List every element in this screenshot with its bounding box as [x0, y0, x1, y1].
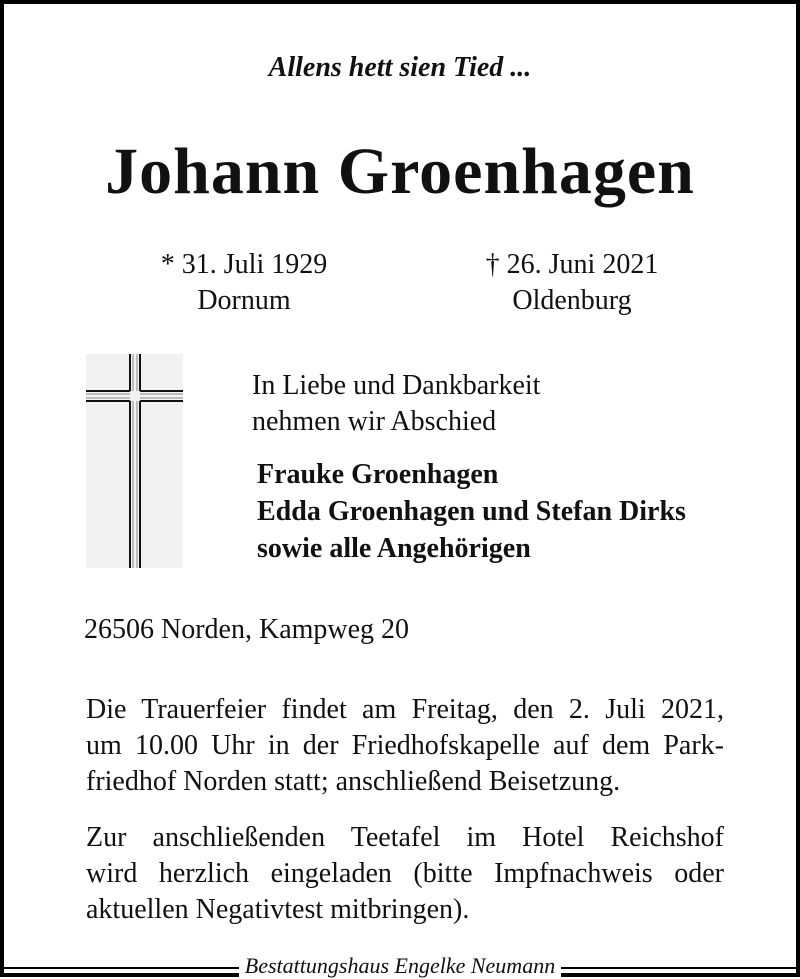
mourner: Edda Groenhagen und Stefan Dirks [257, 496, 686, 527]
invitation-line: wird herzlich eingeladen (bitte Impfnachweis oder [86, 858, 724, 889]
address: 26506 Norden, Kampweg 20 [84, 614, 410, 645]
funeral-home: Bestattungshaus Engelke Neumann [239, 953, 561, 978]
mourner: Frauke Groenhagen [257, 459, 499, 490]
invitation-line: aktuellen Negativtest mitbringen). [86, 894, 470, 925]
invitation-line: Zur anschließenden Teetafel im Hotel Reichshof [86, 822, 724, 853]
birth-date: * 31. Juli 1929 [160, 249, 328, 280]
farewell-line: In Liebe und Dankbarkeit [252, 370, 541, 401]
deceased-name: Johann Groenhagen [105, 135, 695, 208]
ceremony-line: friedhof Norden statt; anschließend Beisetzung. [86, 766, 621, 797]
invitation-paragraph [86, 820, 724, 928]
farewell-text [252, 368, 540, 440]
death-date: † 26. Juni 2021 [485, 249, 659, 280]
motto: Allens hett sien Tied ... [268, 52, 532, 83]
ceremony-line: um 10.00 Uhr in der Friedhofskapelle auf dem Park- [86, 730, 724, 761]
cross-graphic [86, 354, 183, 568]
death-place: Oldenburg [512, 285, 632, 316]
farewell-line: nehmen wir Abschied [252, 406, 497, 437]
ceremony-paragraph [86, 692, 724, 800]
birth-place: Dornum [197, 285, 291, 316]
footer [4, 953, 796, 979]
mourner: sowie alle Angehörigen [257, 533, 531, 564]
death-info [442, 247, 702, 319]
cross-icon [86, 354, 183, 568]
mourners-list [257, 456, 686, 567]
birth-info [114, 247, 374, 319]
ceremony-line: Die Trauerfeier findet am Freitag, den 2. Juli 2021, [86, 694, 724, 725]
